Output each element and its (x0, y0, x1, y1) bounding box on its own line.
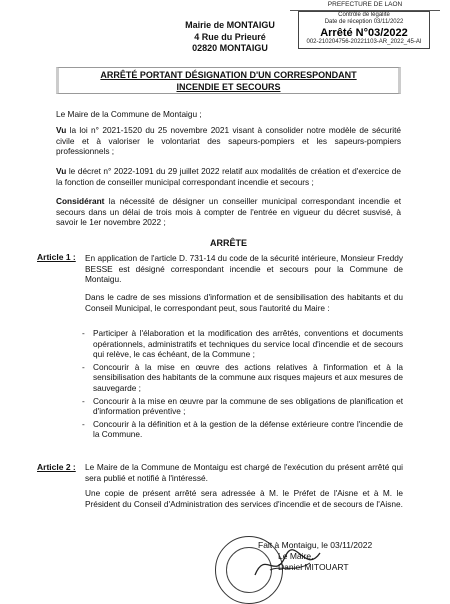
vu-decree-paragraph (56, 166, 401, 187)
list-item: - Concourir à la définition et à la gestion de la défense extérieure contre l'incendie de la Commune. (85, 419, 403, 440)
article-1-paragraph-2: Dans le cadre de ses missions d'information et de sensibilisation des habitants et du Conseil Municipal, le correspondant peut, sous l'autorité du Maire : (85, 292, 403, 313)
title-line-1: ARRÊTÉ PORTANT DÉSIGNATION D'UN CORRESPONDANT (100, 70, 357, 80)
stamp-arrete-number: Arrêté N°03/2022 (320, 27, 408, 39)
vu-decree-lead: Vu (56, 166, 67, 176)
arrete-heading: ARRÊTE (209, 238, 247, 248)
mairie-street: 4 Rue du Prieuré (194, 31, 266, 42)
stamp-control: Contrôle de légalité (338, 12, 390, 18)
vu-law-paragraph (56, 125, 401, 157)
list-item: - Concourir à la mise en œuvre par la commune de ses obligations de planification et d'information préventive ; (85, 396, 403, 417)
mairie-address (150, 20, 310, 55)
signature-place-date: Fait à Montaigu, le 03/11/2022 (258, 540, 373, 550)
article-2-paragraph-2: Une copie de présent arrêté sera adressée à M. le Préfet de l'Aisne et à M. le Président du Conseil d'Administration des services d'incendie et de secours de l'Aisne. (85, 488, 403, 509)
prefecture-stamp (290, 0, 440, 58)
title-line-2: INCENDIE ET SECOURS (176, 81, 281, 92)
considerant-lead: Considérant (56, 196, 105, 206)
considerant-text: la nécessité de désigner un conseiller municipal correspondant incendie et secours dans un délai de trois mois à compter de l'entrée en vigueur du décret susvisé, à savoir le 1er novembre 2022 ; (56, 196, 401, 228)
article-2-text: Le Maire de la Commune de Montaigu est chargé de l'exécution du présent arrêté qui sera publié et notifié à l'intéressé. (85, 462, 403, 483)
stamp-prefecture: PREFECTURE DE LAON (290, 0, 440, 11)
stamp-date: Date de réception 03/11/2022 (324, 19, 404, 25)
intro-line: Le Maire de la Commune de Montaigu ; (56, 109, 202, 119)
stamp-reference: 002-210204756-20221103-AR_2022_45-AI (306, 39, 422, 45)
considerant-paragraph (56, 196, 401, 228)
article-2-label: Article 2 : (37, 462, 76, 472)
list-item: - Concourir à la mise en œuvre des actions relatives à l'information et à la sensibilisation des habitants de la commune aux risques majeurs et aux mesures de sauvegarde ; (85, 362, 403, 394)
signature-block (258, 540, 418, 573)
vu-law-text: la loi n° 2021-1520 du 25 novembre 2021 visant à consolider notre modèle de sécurité civile et à valoriser le volontariat des sapeurs-pompiers et les sapeurs-pompiers professionnels ; (56, 125, 401, 157)
signature-name: Daniel MITOUART (278, 562, 349, 572)
vu-decree-text: le décret n° 2022-1091 du 29 juillet 2022 relatif aux modalités de création et d'exercice de la fonction de conseiller municipal correspondant incendie et secours ; (56, 166, 401, 187)
document-title (56, 67, 401, 94)
stamp-box (298, 11, 430, 49)
article-1-text: En application de l'article D. 731-14 du code de la sécurité intérieure, Monsieur Freddy BESSE est désigné correspondant incendie et secours pour la Commune de Montaigu. (85, 253, 403, 285)
mairie-name: Mairie de MONTAIGU (185, 20, 275, 30)
signature-role: Le Maire, (278, 551, 314, 561)
mairie-city: 02820 MONTAIGU (192, 43, 268, 53)
article-1-label: Article 1 : (37, 252, 76, 262)
list-item: - Participer à l'élaboration et la modification des arrêtés, conventions et documents opérationnels, administratifs et techniques du service local d'incendie et de secours qui relève, le cas échéant, de la Commune ; (85, 328, 403, 360)
article-1-list (85, 328, 403, 440)
vu-law-lead: Vu (56, 125, 67, 135)
